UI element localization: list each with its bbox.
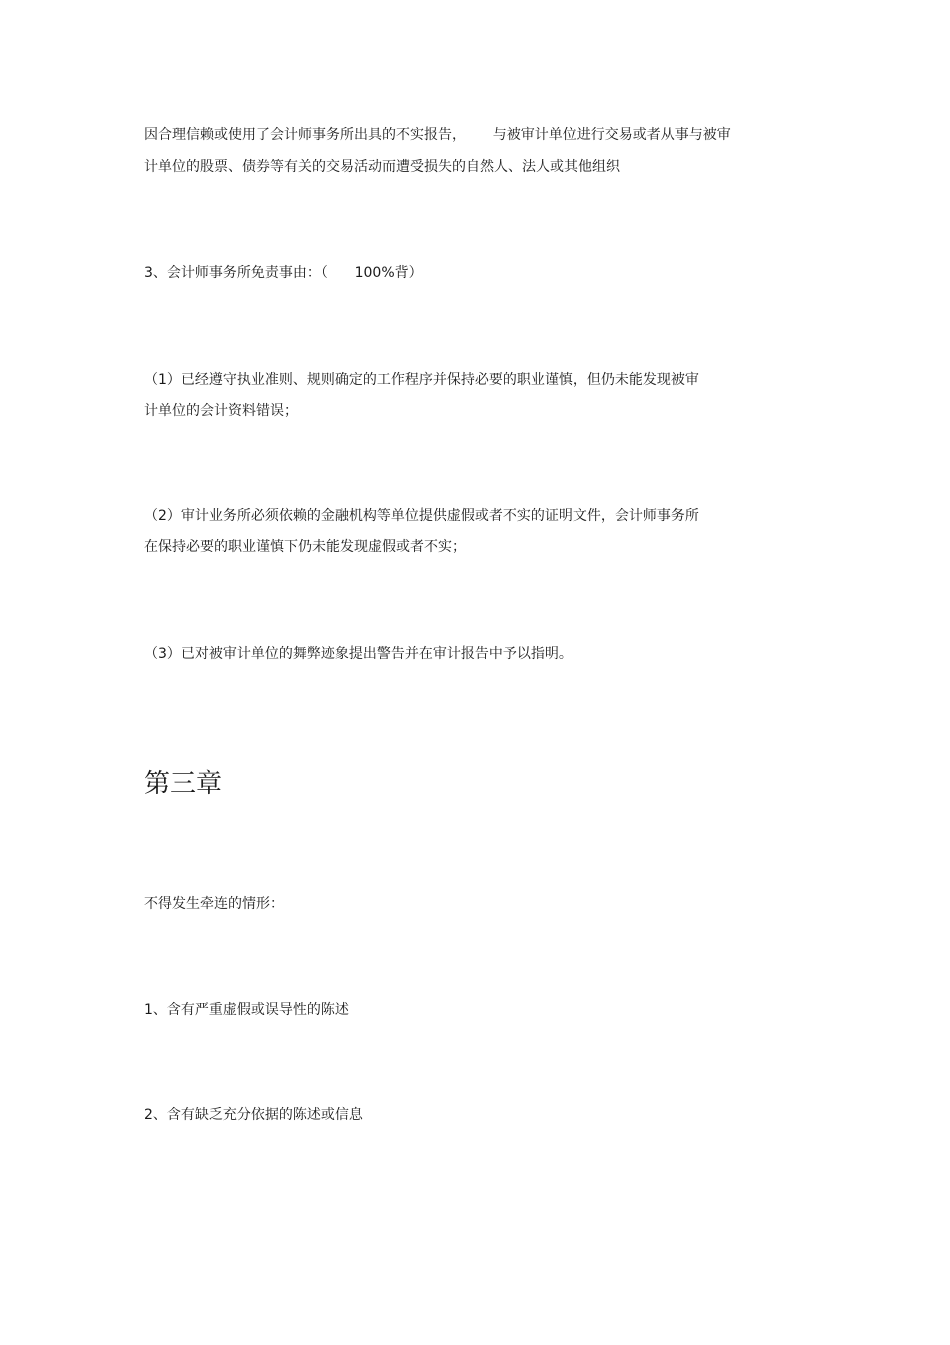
- exemption-heading: 3、会计师事务所免责事由：（ 100%背）: [144, 265, 423, 281]
- exemption-2-line-2: 在保持必要的职业谨慎下仍未能发现虚假或者不实；: [144, 539, 466, 555]
- paragraph-1-line-2: 计单位的股票、债券等有关的交易活动而遭受损失的自然人、法人或其他组织: [144, 159, 620, 175]
- exemption-1-line-2: 计单位的会计资料错误；: [144, 403, 298, 419]
- exemption-1-line-1: （1）已经遵守执业准则、规则确定的工作程序并保持必要的职业谨慎，但仍未能发现被审: [144, 372, 699, 388]
- intro-text: 不得发生牵连的情形：: [144, 896, 284, 912]
- paragraph-1-line-1: 因合理信赖或使用了会计师事务所出具的不实报告， 与被审计单位进行交易或者从事与被审: [144, 127, 731, 143]
- list-item-1: 1、含有严重虚假或误导性的陈述: [144, 1002, 349, 1018]
- list-item-2: 2、含有缺乏充分依据的陈述或信息: [144, 1107, 363, 1123]
- chapter-title: 第三章: [144, 769, 223, 799]
- exemption-3: （3）已对被审计单位的舞弊迹象提出警告并在审计报告中予以指明。: [144, 646, 573, 662]
- exemption-2-line-1: （2）审计业务所必须依赖的金融机构等单位提供虚假或者不实的证明文件，会计师事务所: [144, 508, 699, 524]
